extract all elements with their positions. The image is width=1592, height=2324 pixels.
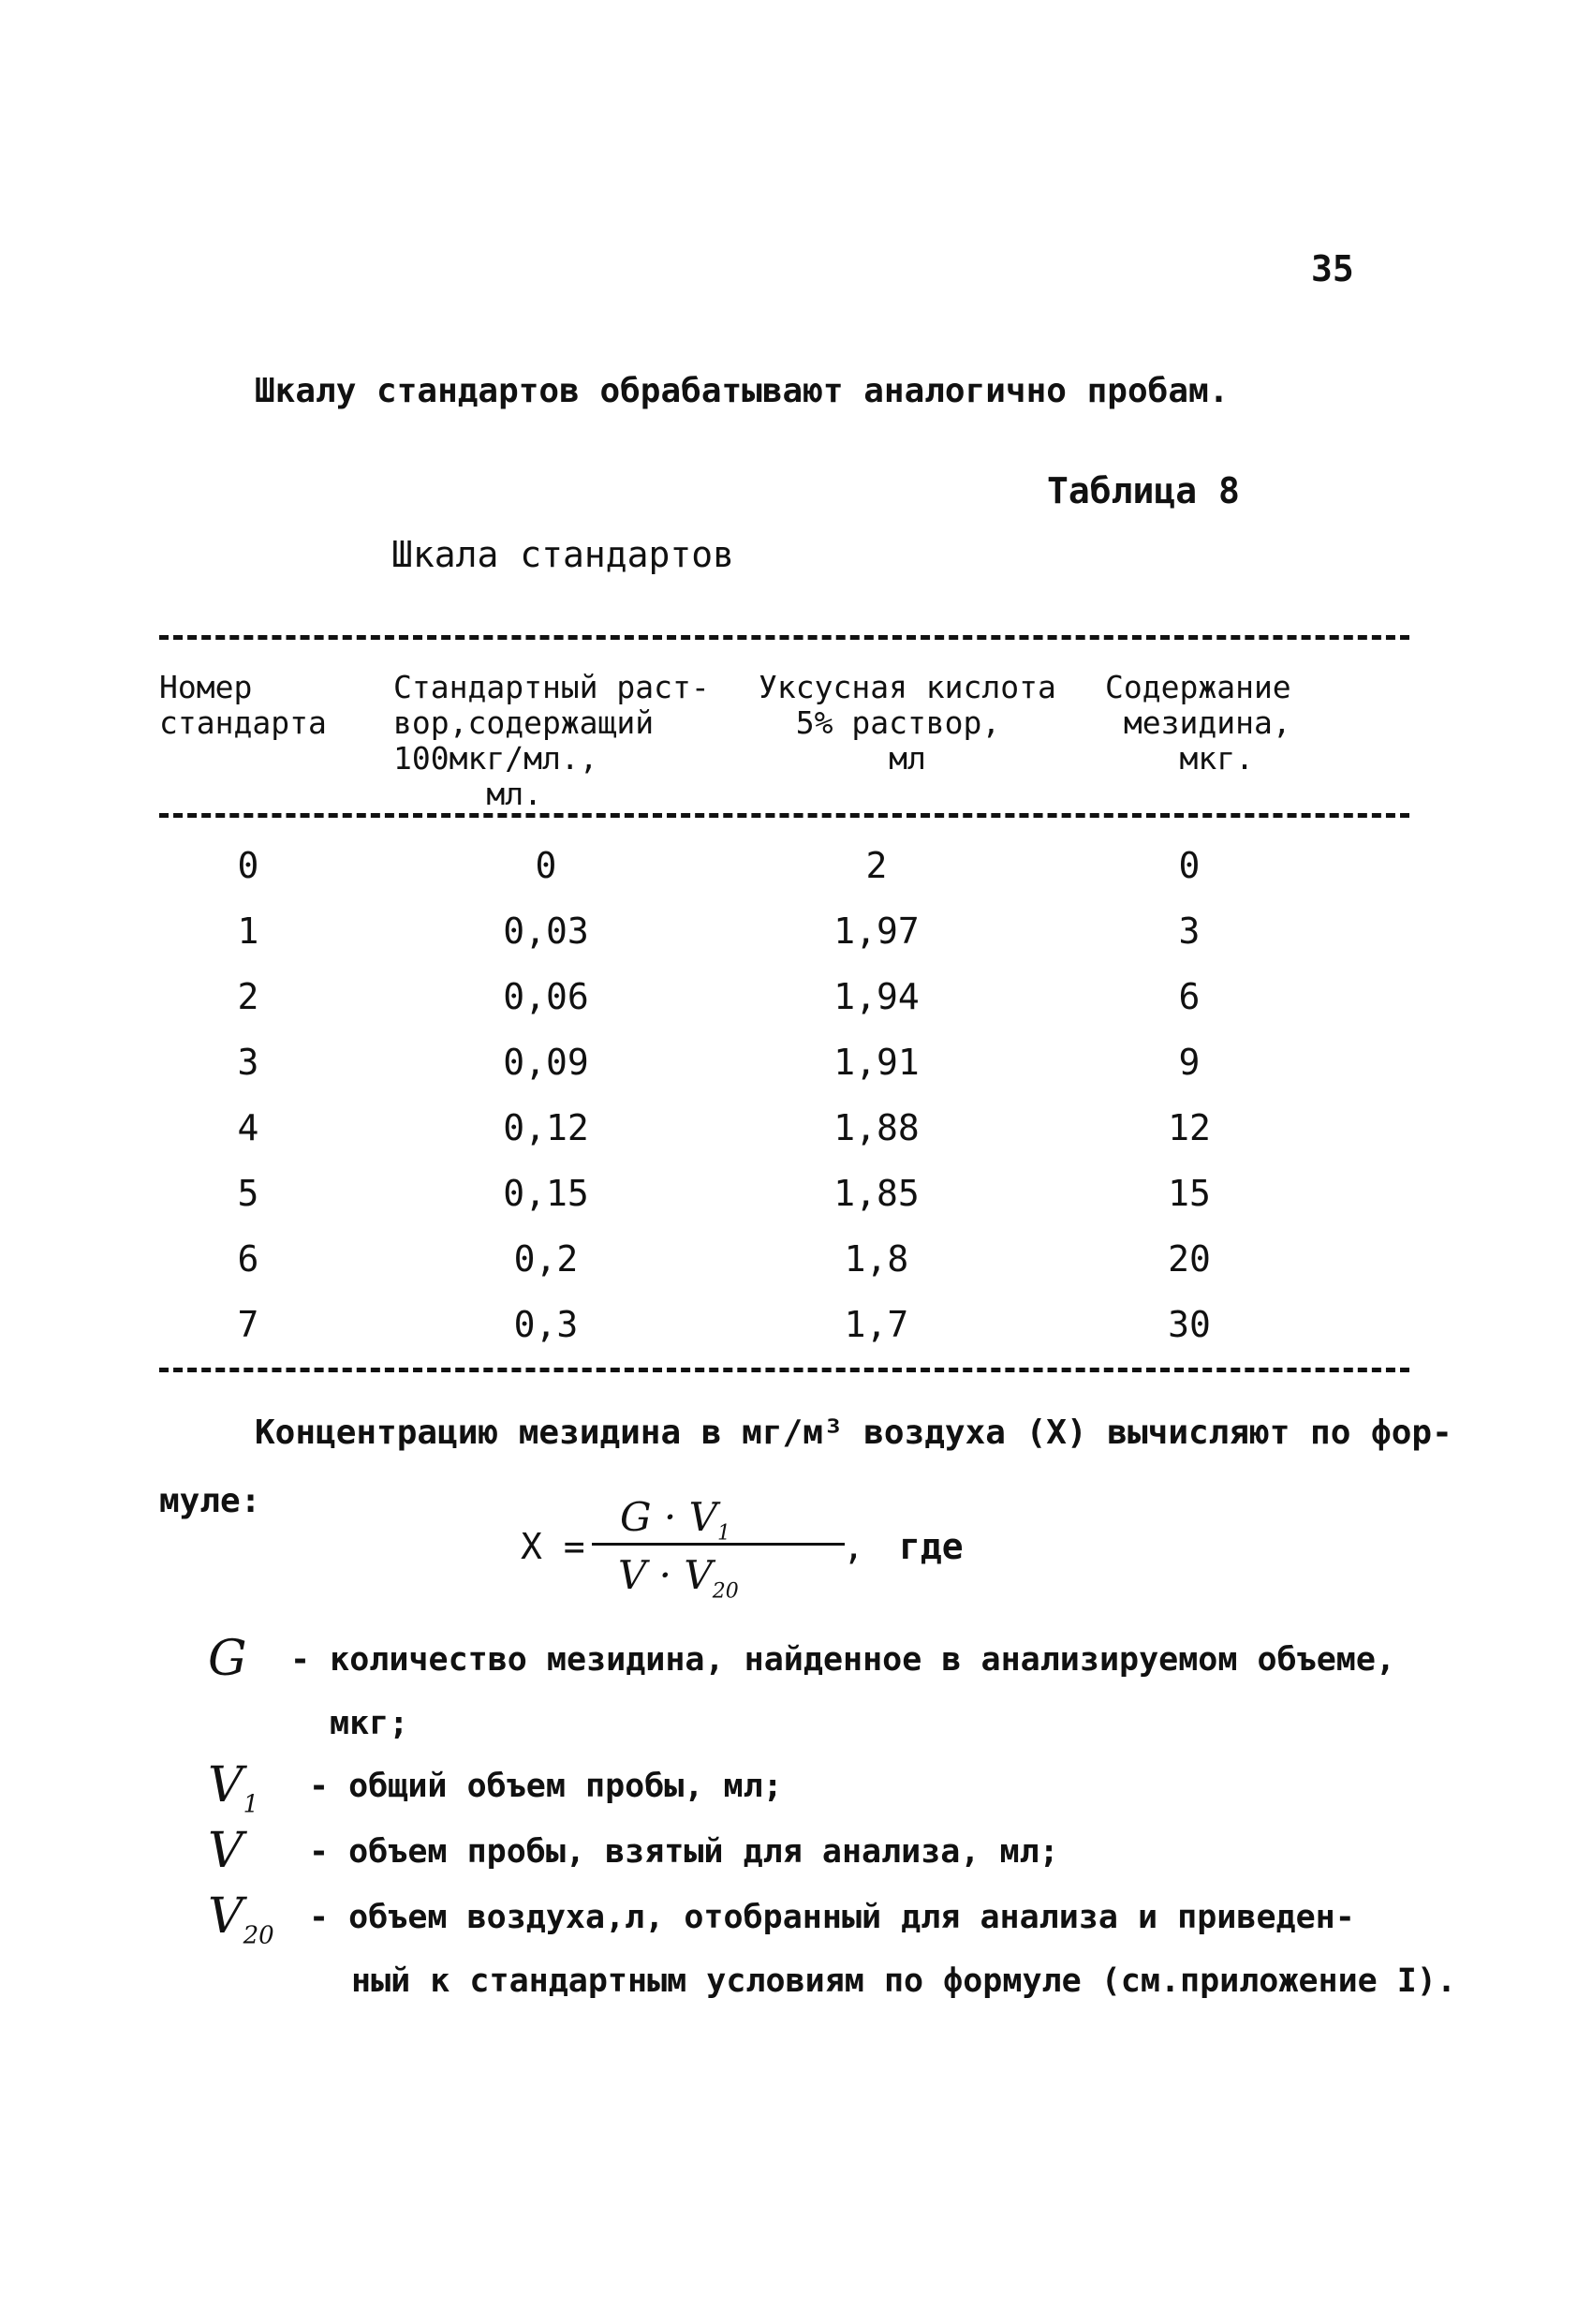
cell-mesidine-content: 6 (1178, 976, 1201, 1017)
definition-text: - общий объем пробы, мл; (309, 1768, 783, 1805)
definition-text-continued: мкг; (330, 1705, 409, 1742)
definition-symbol: V (208, 1823, 243, 1879)
cell-standard-solution: 0,09 (503, 1042, 589, 1083)
table-row (0, 1107, 1592, 1166)
cell-number: 3 (237, 1042, 259, 1083)
cell-acetic-acid: 1,8 (844, 1238, 909, 1280)
definition-text: - объем пробы, взятый для анализа, мл; (309, 1833, 1059, 1871)
formula-denominator: $V \cdot V_{20}$ (618, 1552, 739, 1604)
cell-standard-solution: 0,06 (503, 976, 589, 1017)
definition-text: - объем воздуха,л, отобранный для анализа и приведен- (309, 1899, 1355, 1936)
formula-intro-line-2: муле: (159, 1482, 261, 1520)
table-row (0, 845, 1592, 904)
cell-standard-solution: 0 (535, 845, 557, 886)
cell-mesidine-content: 20 (1168, 1238, 1211, 1280)
table-header-rule (159, 813, 1409, 818)
cell-number: 1 (237, 910, 259, 952)
definition-text-continued: ный к стандартным условиям по формуле (см.приложение I). (351, 1962, 1457, 2000)
cell-acetic-acid: 1,7 (844, 1304, 909, 1345)
cell-number: 2 (237, 976, 259, 1017)
definition-text: - количество мезидина, найденное в анализируемом объеме, (290, 1641, 1396, 1679)
cell-mesidine-content: 0 (1178, 845, 1201, 886)
cell-standard-solution: 0,12 (503, 1107, 589, 1148)
table-title: Шкала стандартов (391, 534, 735, 575)
column-header-mesidine-content: Содержание мезидина, мкг. (1105, 669, 1291, 777)
formula-where: где (899, 1526, 964, 1567)
cell-standard-solution: 0,3 (513, 1304, 579, 1345)
formula-fraction (592, 1494, 854, 1604)
cell-acetic-acid: 1,97 (833, 910, 920, 952)
table-bottom-rule (159, 1368, 1409, 1372)
formula-suffix: , (843, 1526, 864, 1567)
column-header-number: Номер стандарта (159, 669, 327, 741)
cell-standard-solution: 0,2 (513, 1238, 579, 1280)
table-row (0, 1238, 1592, 1297)
table-row (0, 910, 1592, 970)
cell-number: 5 (237, 1173, 259, 1214)
definition-symbol: $V_{20}$ (208, 1888, 274, 1950)
cell-standard-solution: 0,03 (503, 910, 589, 952)
cell-number: 7 (237, 1304, 259, 1345)
cell-mesidine-content: 3 (1178, 910, 1201, 952)
page-number: 35 (1311, 248, 1354, 289)
cell-number: 6 (237, 1238, 259, 1280)
formula-intro-line-1: Концентрацию мезидина в мг/м³ воздуха (X) вычисляют по фор- (255, 1414, 1452, 1452)
cell-number: 4 (237, 1107, 259, 1148)
cell-mesidine-content: 9 (1178, 1042, 1201, 1083)
formula-lhs: X = (521, 1526, 585, 1567)
fraction-bar (592, 1543, 845, 1546)
definition-symbol: $V_1$ (208, 1757, 259, 1819)
cell-mesidine-content: 15 (1168, 1173, 1211, 1214)
cell-acetic-acid: 1,94 (833, 976, 920, 1017)
column-header-acetic-acid: Уксусная кислота 5% раствор, мл (759, 669, 1056, 777)
intro-text: Шкалу стандартов обрабатывают аналогично пробам. (255, 372, 1230, 410)
cell-number: 0 (237, 845, 259, 886)
cell-acetic-acid: 1,88 (833, 1107, 920, 1148)
cell-acetic-acid: 1,91 (833, 1042, 920, 1083)
cell-standard-solution: 0,15 (503, 1173, 589, 1214)
cell-mesidine-content: 30 (1168, 1304, 1211, 1345)
table-top-rule (159, 635, 1409, 640)
table-row (0, 1173, 1592, 1232)
column-header-standard-solution: Стандартный раст- вор,содержащий 100мкг/мл., мл. (393, 669, 710, 812)
cell-acetic-acid: 1,85 (833, 1173, 920, 1214)
definition-symbol: G (208, 1631, 247, 1687)
table-row (0, 976, 1592, 1035)
table-label: Таблица 8 (1047, 470, 1240, 511)
cell-mesidine-content: 12 (1168, 1107, 1211, 1148)
formula-numerator: $G \cdot V_1$ (620, 1494, 730, 1546)
table-row (0, 1304, 1592, 1363)
table-row (0, 1044, 1592, 1101)
cell-acetic-acid: 2 (865, 845, 888, 886)
